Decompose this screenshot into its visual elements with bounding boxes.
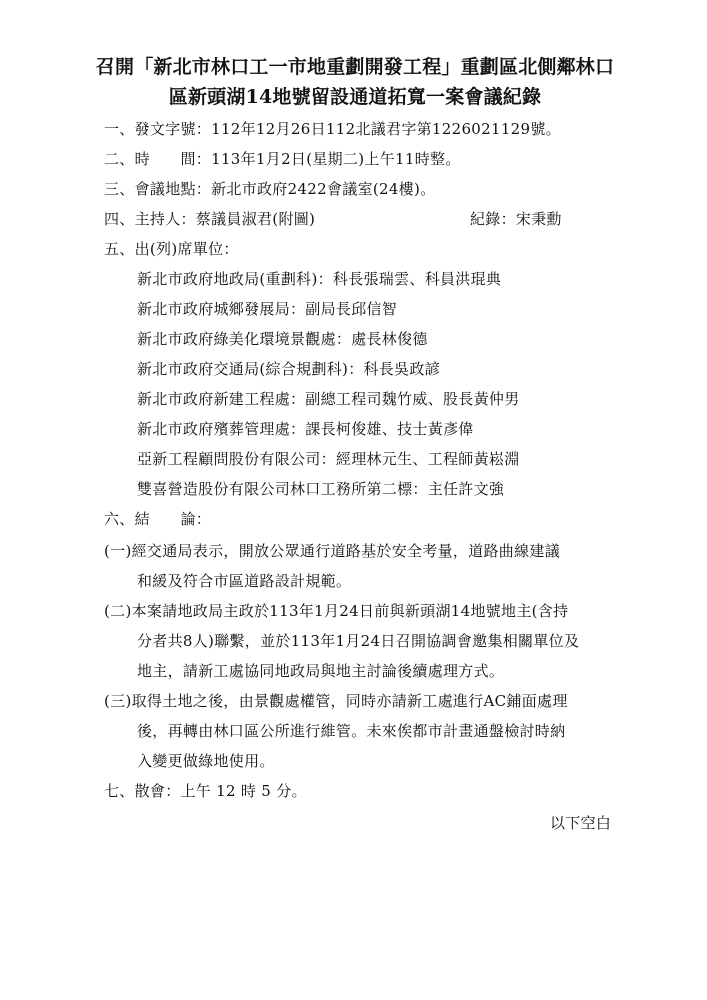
conclusion-3-line-2: 後，再轉由林口區公所進行維管。未來俟都市計畫通盤檢討時納 xyxy=(137,722,566,740)
end-note: 以下空白 xyxy=(550,814,612,832)
conclusion-3-line-3: 入變更做綠地使用。 xyxy=(137,752,275,770)
attendee-item: 新北市政府交通局(綜合規劃科)：科長吳政諺 xyxy=(137,360,441,378)
conclusion-2-line-2: 分者共8人)聯繫，並於113年1月24日召開協調會邀集相關單位及 xyxy=(137,632,580,650)
conclusion-heading: 六、結 論： xyxy=(104,510,212,528)
title-line-1: 召開「新北市林口工一市地重劃開發工程」重劃區北側鄰林口 xyxy=(95,56,615,78)
attendee-item: 雙喜營造股份有限公司林口工務所第二標：主任許文強 xyxy=(137,480,505,498)
item-place: 三、會議地點：新北市政府2422會議室(24樓)。 xyxy=(104,180,436,198)
attendee-item: 亞新工程顧問股份有限公司：經理林元生、工程師黃崧淵 xyxy=(137,450,520,468)
item-doc-number: 一、發文字號：112年12月26日112北議君字第1226021129號。 xyxy=(104,120,561,138)
item-recorder: 紀錄：宋秉勳 xyxy=(470,210,562,228)
attendee-item: 新北市政府新建工程處：副總工程司魏竹威、股長黃仲男 xyxy=(137,390,520,408)
attendee-item: 新北市政府城鄉發展局：副局長邱信智 xyxy=(137,300,398,318)
item-adjourn: 七、散會：上午 12 時 5 分。 xyxy=(104,782,307,800)
item-chairperson: 四、主持人：蔡議員淑君(附圖) xyxy=(104,210,316,228)
conclusion-1-line-1: (一)經交通局表示，開放公眾通行道路基於安全考量，道路曲線建議 xyxy=(104,542,561,560)
conclusion-3-line-1: (三)取得土地之後，由景觀處權管，同時亦請新工處進行AC鋪面處理 xyxy=(104,692,568,710)
conclusion-2-line-3: 地主，請新工處協同地政局與地主討論後續處理方式。 xyxy=(137,662,505,680)
attendee-item: 新北市政府地政局(重劃科)：科長張瑞雲、科員洪琨典 xyxy=(137,270,502,288)
attendees-heading: 五、出(列)席單位： xyxy=(104,240,239,258)
attendee-item: 新北市政府殯葬管理處：課長柯俊雄、技士黃彥偉 xyxy=(137,420,474,438)
conclusion-2-line-1: (二)本案請地政局主政於113年1月24日前與新頭湖14地號地主(含持 xyxy=(104,602,569,620)
item-time: 二、時 間：113年1月2日(星期二)上午11時整。 xyxy=(104,150,461,168)
conclusion-1-line-2: 和緩及符合市區道路設計規範。 xyxy=(137,572,352,590)
attendee-item: 新北市政府綠美化環境景觀處：處長林俊德 xyxy=(137,330,428,348)
title-line-2: 區新頭湖14地號留設通道拓寬一案會議紀錄 xyxy=(168,86,542,108)
